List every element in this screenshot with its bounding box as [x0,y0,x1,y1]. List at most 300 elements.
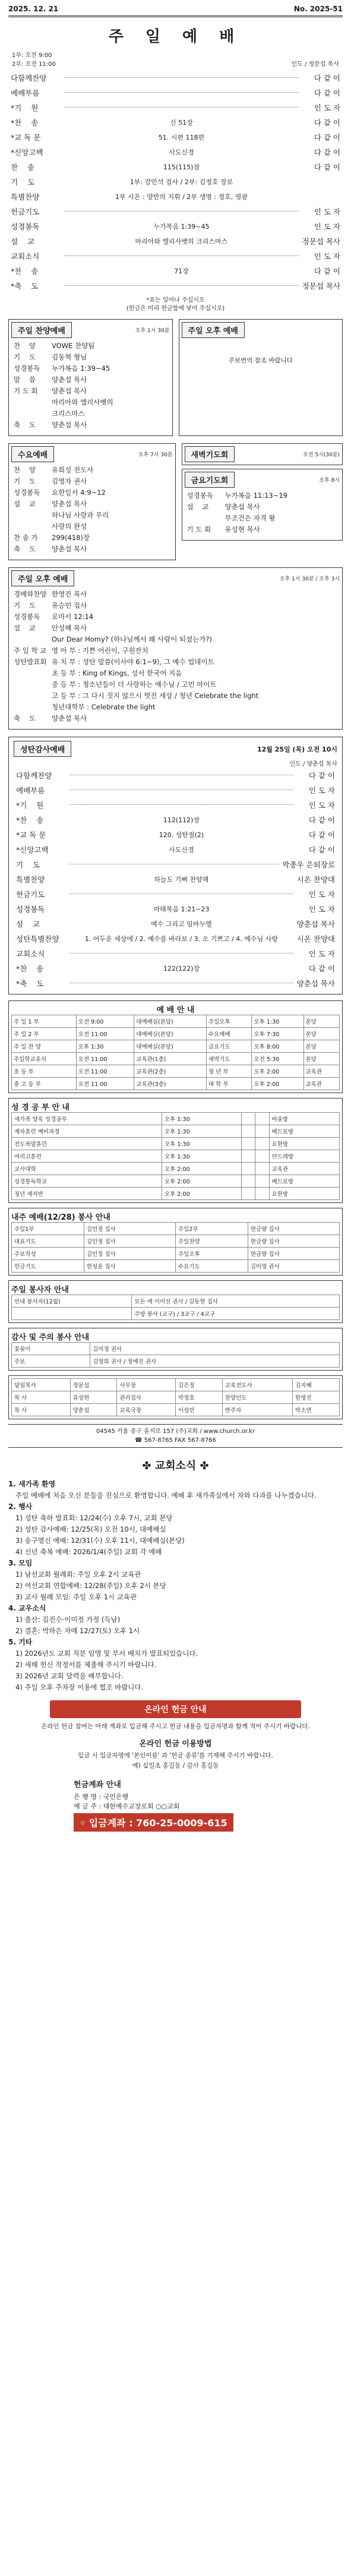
row-value: 요한일서 4:9~12 [52,488,106,497]
next-week-table [11,1222,340,1273]
order-label: *기 원 [16,800,44,810]
next-week-box [8,1208,343,1276]
christmas-order-row [14,842,337,857]
table-cell: 담임목사 [12,1379,71,1391]
table-cell: 김영희 권사 / 정예진 권사 [90,1355,340,1368]
service-time-row [12,50,339,68]
table-cell: 오후 2:00 [162,1188,241,1200]
row-label: 설 교 [186,503,209,511]
wed-row [11,465,173,476]
friday-prayer-box [182,469,343,541]
table-cell: 현금량 집사 [248,1223,339,1235]
schedule-box [8,1000,343,1093]
row-value: 하나님 사랑과 우리 [52,511,109,519]
order-label: 설 교 [11,236,35,246]
row-label [14,522,52,532]
news-item [8,1592,343,1603]
table-cell [241,1138,255,1150]
wed-row [11,544,173,555]
news-item [8,1603,343,1625]
sunday_pm-row [11,690,340,702]
row-label: 주 일 학 교 [14,646,47,655]
table-cell: 한영진 [293,1391,340,1404]
order-leader: 인 도 자 [308,904,335,914]
evening-worship-box [8,319,173,436]
news-item-body: 주일 예배에 처음 오신 분들을 진심으로 환영합니다. 예배 후 새가족실에서 차와 다과를 나누겠습니다. [15,1491,317,1499]
table-cell: 안드레방 [269,1150,339,1163]
christmas-order-row [14,812,337,827]
evening-row [11,397,170,408]
dawn-heading: 새벽기도회 [185,446,235,462]
wed-row [11,510,173,521]
row-value: 크리스마스 [52,409,85,418]
row-value: VOWE 찬양팀 [52,342,95,350]
table-cell: 전도폭발훈련 [12,1138,162,1150]
christmas-order-row [14,976,337,990]
table-cell: 주보작성 [12,1248,84,1260]
table-cell: 본당 [303,1015,340,1028]
news-item-body: 2) 결혼: 박하은 자매 12/27(토) 오후 1시 [15,1627,140,1635]
table-row [12,1343,340,1355]
table-cell [255,1125,269,1138]
wednesday-time: 오후 7시 30분 [138,452,173,458]
table-cell: 청년 제자반 [12,1188,162,1200]
row-label: 설 교 [14,500,36,508]
next-week-heading: 내주 예배(12/28) 봉사 안내 [11,1213,110,1222]
wed-row [11,521,173,532]
table-cell: 김지혜 [293,1379,340,1391]
news-list [8,1479,343,1693]
news-item-heading: 2. 행사 [8,1502,33,1511]
evening-row [11,374,170,386]
news-item [8,1501,343,1524]
worship-order-row [8,233,343,248]
table-cell [12,1308,132,1320]
table-cell: 교육관(2층) [134,1065,207,1078]
news-item [8,1558,343,1580]
order-label: 교회소식 [16,949,45,958]
table-cell [241,1163,255,1175]
order-label: *찬 송 [16,815,44,825]
order-leader: 인 도 자 [314,251,340,261]
table-cell: 김민정 집사 [84,1235,175,1248]
order-leader: 다 같 이 [308,845,335,854]
table-row [12,1188,340,1200]
table-cell: 오후 2:00 [162,1163,241,1175]
table-cell: 본당 [303,1028,340,1040]
row-label: 말 씀 [14,375,36,384]
worship-order-row [8,130,343,144]
row-label [14,691,52,701]
account-number: ◦ 입금계좌 : 760-25-0009-615 [74,1813,233,1832]
offering-guide-heading: 감사 및 주의 봉사 안내 [11,1333,90,1342]
row-value: 사랑의 완성 [52,522,87,531]
table-cell: 꽃꽂이 [12,1343,90,1355]
table-cell [255,1150,269,1163]
news-item [8,1682,343,1693]
table-cell: 주일찬양 [175,1235,248,1248]
bible-study-box [8,1098,343,1203]
order-leader: 다 같 이 [314,73,340,83]
table-cell: 베드로방 [269,1125,339,1138]
row-value: 누가복음 1:39~45 [52,364,110,372]
sunday-pm-heading: 주일 오후 예배 [11,570,74,586]
order-detail: 1부: 강민석 집사 / 2부: 김정호 장로 [129,178,233,186]
news-item [8,1659,343,1671]
table-cell: 여리고훈련 [12,1150,162,1163]
christmas-order-row [14,857,337,872]
order-label: 성경봉독 [11,222,40,231]
order-label: *신앙고백 [16,845,49,854]
row-value: 청년대학부 : Celebrate the light [52,703,156,711]
weekday-section [8,443,343,560]
table-row [12,1113,340,1125]
order-leader: 인 도 자 [308,949,335,958]
order-leader: 다 같 이 [314,132,340,142]
order-leader: 다 같 이 [308,830,335,839]
table-cell: 오후 2:00 [252,1065,303,1078]
dotted-leader [69,953,293,954]
order-leader: 양춘섭 목사 [296,919,335,929]
table-cell [241,1175,255,1188]
worship-order-row [8,219,343,233]
christmas-presider: 인도 / 양춘섭 목사 [289,761,337,768]
worship-order-row [8,85,343,100]
service-guide-table [11,1295,340,1320]
sunday_pm-row [11,713,340,724]
evening-row [11,419,170,431]
row-label: 성경봉독 [186,491,213,500]
news-item [8,1625,343,1637]
table-cell: 오전 5:30 [252,1053,303,1065]
wednesday-heading: 수요예배 [11,446,54,462]
table-cell: 김민정 집사 [84,1223,175,1235]
row-label: 성경봉독 [14,613,40,621]
order-leader: 시온 찬양대 [296,934,335,943]
order-leader: 인 도 자 [308,785,335,795]
bank-name: 은 행 명 : 국민은행 [74,1793,129,1801]
order-leader: 다 같 이 [308,964,335,973]
table-cell: 요한방 [269,1138,339,1150]
row-value: 고 등 부 : 그 다시 짓지 않으시 멋진 세상 / 청년 Celebrate the light [52,692,259,700]
order-leader: 인 도 자 [314,207,340,216]
online-offering-banner: 온라인 헌금 안내 [50,1700,301,1718]
sunday_pm-row [11,611,340,623]
sunday_pm-row [11,623,340,634]
table-row [12,1235,340,1248]
afternoon-note: 주보번역 참조 바랍니다 [228,357,293,364]
dotted-leader [64,107,299,108]
schedule-heading: 예 배 안 내 [156,1006,195,1015]
row-value: 유 치 부 : 성탄 말씀(이사야 6:1~9), 그 예수 업데이트 [52,658,214,666]
table-cell: 관리집사 [117,1391,176,1404]
table-cell [255,1188,269,1200]
news-item-body: 1) 출산: 김진수·이미정 가정 (득남) [15,1615,121,1624]
table-cell: 초 등 부 [12,1065,77,1078]
row-value: 초 등 부 : King of Kings, 성서 한국어 지음 [52,669,182,677]
offering-guide-table [11,1342,340,1368]
order-label: *신앙고백 [11,147,43,157]
row-label [14,409,52,419]
christmas-order-row [14,916,337,931]
table-cell: 오후 2:00 [252,1078,303,1090]
worship-order-row [8,144,343,159]
table-cell: 오후 7:30 [252,1028,303,1040]
table-cell: 현금량 집사 [248,1248,339,1260]
news-item [8,1524,343,1535]
sunday-pm-box [8,567,343,730]
row-value: 양춘섭 목사 [52,714,87,722]
wed-row [11,476,173,487]
table-cell: 주일1부 [12,1223,84,1235]
table-cell: 주일오후 [206,1015,252,1028]
order-label: 특별찬양 [16,875,45,884]
sunday_pm-row [11,679,340,690]
order-detail: 122(122)장 [163,964,200,973]
table-cell: 찬양인도 [222,1391,292,1404]
row-label: 축 도 [14,714,36,722]
table-cell: 주방 봉사 (교구) / 3교구 / 4교구 [132,1308,340,1320]
row-value: 양춘섭 목사 [224,503,260,511]
header-bar [8,4,343,17]
worship-order-row [8,204,343,219]
news-item [8,1671,343,1682]
table-cell: 수요기도 [175,1260,248,1273]
evening-row [11,386,170,397]
table-row [12,1260,340,1273]
table-cell: 김민정 집사 [84,1248,175,1260]
table-cell: 김미정 권사 [90,1343,340,1355]
order-leader: 시온 찬양대 [296,875,335,884]
dotted-leader [64,285,299,286]
order-leader: 박종우 은퇴장로 [282,860,335,869]
staff-table [11,1378,340,1416]
table-row [12,1015,340,1028]
christmas-time: 12월 25일 (목) 오전 10시 [257,745,337,753]
row-label [14,634,52,645]
offering-guide-box [8,1328,343,1371]
order-label: 예배부름 [16,785,45,795]
row-label: 기 도 회 [186,525,211,533]
sunday_pm-row [11,634,340,645]
table-cell: 이성민 [176,1404,223,1416]
evening-row [11,408,170,419]
row-label: 설 교 [14,624,36,632]
row-value: 유승민 집사 [52,601,87,610]
table-row [12,1223,340,1235]
table-cell: 오전 9:00 [76,1015,134,1028]
order-leader: 다 같 이 [314,147,340,157]
row-label: 축 도 [14,545,36,553]
sunday-afternoon-section [8,319,343,436]
order-leader: 양춘섭 목사 [296,978,335,988]
order-detail: 마리아와 엘리사벳의 크리스마스 [135,237,228,245]
evening-worship-heading: 주일 찬양예배 [11,322,72,338]
dawn-prayer-box [182,443,343,465]
table-cell: 오후 1:30 [252,1015,303,1028]
order-detail: 사도신경 [169,845,194,854]
online-offering-text: 온라인 헌금 참여는 아래 계좌로 입금해 주시고 헌금 내용을 입금자명과 함께 적어 주시기 바랍니다. [41,1723,310,1730]
table-cell: 주일오후 [175,1248,248,1260]
evening-row [11,363,170,374]
news-item-body: 4) 신년 축복 예배: 2026/1/4(주일) 교회 각 예배 [15,1548,162,1556]
christmas-order-row [14,946,337,961]
order-note-line: *표는 일어나 주십시오 [146,297,205,304]
table-row [12,1138,340,1150]
order-detail: 51. 시편 118편 [158,133,205,141]
sunday-pm-time: 오후 1시 30분 / 오후 3시 [279,576,340,582]
table-cell: 오전 11:00 [76,1078,134,1090]
news-item-body: 2) 성탄 감사예배: 12/25(목) 오전 10시, 대예배실 [15,1525,166,1533]
order-label: 헌금기도 [16,889,45,899]
table-cell: 대 학 부 [206,1078,252,1090]
table-cell: 현성윤 집사 [84,1260,175,1273]
news-item [8,1479,343,1501]
table-cell: 금요기도 [206,1040,252,1053]
friday-heading: 금요기도회 [185,472,235,488]
table-cell: 수요예배 [206,1028,252,1040]
table-cell: 오전 11:00 [76,1065,134,1078]
row-value: 한영진 목사 [52,590,87,598]
table-row [12,1125,340,1138]
sunday_pm-row [11,656,340,668]
order-leader: 다 같 이 [314,118,340,127]
order-label: *축 도 [11,281,39,291]
row-value: 양춘섭 목사 [52,421,87,429]
worship-order-row [8,248,343,263]
table-row [12,1150,340,1163]
order-detail: 예수 그리고 임마누엘 [151,920,212,928]
wed-row [11,487,173,498]
order-label: *찬 송 [16,964,44,973]
table-row [12,1379,340,1391]
order-label: 교회소식 [11,251,40,261]
order-label: *찬 송 [11,118,39,127]
order-label: 특별찬양 [11,192,40,201]
order-label: *기 원 [11,103,39,112]
fri-row [185,501,340,513]
table-cell: 주일학교유치 [12,1053,77,1065]
news-item-body: 1) 남선교회 월례회: 주일 오후 2시 교육관 [15,1570,141,1579]
fri-row [185,490,340,501]
order-label: 다함께찬양 [11,73,47,83]
christmas-order-row [14,961,337,976]
worship-order-row [8,174,343,189]
order-detail: 사도신경 [169,148,194,156]
table-cell [255,1163,269,1175]
row-value: 양춘섭 목사 [52,387,87,395]
dawn-fri-column [182,443,343,560]
worship-order-row [8,159,343,174]
table-cell: 사무장 [117,1379,176,1391]
row-value: 양춘섭 목사 [52,375,87,384]
order-note [8,296,343,313]
table-cell: 박소연 [293,1404,340,1416]
table-cell: 교육전도사 [222,1379,292,1391]
christmas-order-row [14,872,337,886]
worship-order-row [8,189,343,204]
christmas-order-row [14,886,337,901]
sunday_pm-row [11,589,340,600]
news-item-heading: 4. 교우소식 [8,1604,46,1612]
row-label: 성탄발표회 [14,658,47,666]
page-title: 주 일 예 배 [108,28,243,46]
row-label: 찬 송 가 [14,533,38,542]
table-row [12,1295,340,1308]
news-item-body: 2) 여선교회 연합예배: 12/28(주일) 오후 2시 본당 [15,1581,166,1590]
news-item [8,1580,343,1592]
order-leader: 인 도 자 [314,103,340,112]
row-label: 기 도 [14,477,36,485]
evening-row [11,352,170,363]
row-label [14,680,52,690]
row-label: 축 도 [14,421,36,429]
sunday_pm-row [11,702,340,713]
table-cell: 양춘섭 [70,1404,117,1416]
order-label: 다함께찬양 [16,771,52,780]
news-item [8,1546,343,1558]
dawn-time: 오전 5시(30분) [303,452,340,458]
table-cell: 오후 1:30 [76,1040,134,1053]
account-holder: 예 금 주 : 대한예수교장로회 ○○교회 [74,1802,180,1810]
order-detail: 1. 어두운 세상에 / 2. 예수를 바라보 / 3. 오 기쁘고 / 4. 예수님 사랑 [84,935,278,943]
news-item-body: 2) 새해 헌신 작정서를 제출해 주시기 바랍니다. [15,1660,157,1669]
fri-row [185,524,340,535]
table-cell: 중 고 등 부 [12,1078,77,1090]
news-item-heading: 5. 기타 [8,1638,33,1646]
table-cell: 주일2부 [175,1223,248,1235]
table-row [12,1308,340,1320]
news-item-body: 3) 교사 월례 모임: 주일 오후 1시 교육관 [15,1593,137,1601]
sunday_pm-row [11,600,340,611]
row-value: 김동혁 형님 [52,353,87,361]
bible-study-heading: 성 경 공 부 안 내 [11,1103,69,1112]
order-label: 성탄특별찬양 [16,934,59,943]
online-offering-example: 예) 십일조 홍길동 / 감사 홍길동 [132,1762,219,1769]
worship-order-row [8,263,343,278]
table-cell: 정문섭 [70,1379,117,1391]
order-label: 기 도 [11,177,35,187]
table-cell: 새가족 양육 성경공부 [12,1113,162,1125]
row-value: 누가복음 11:13~19 [224,491,288,500]
order-leader: 다 같 이 [308,815,335,825]
row-label: 기 도 [14,601,36,610]
order-leader: 인 도 자 [308,889,335,899]
table-row [12,1248,340,1260]
row-label: 성경봉독 [14,488,40,497]
table-cell: 교육관 [303,1078,340,1090]
table-cell: 교사대학 [12,1163,162,1175]
row-label [14,397,52,408]
service-time-1: 1부: 오전 9:00 [12,52,52,59]
table-cell: 성경통독학교 [12,1175,162,1188]
order-leader: 다 같 이 [308,771,335,780]
row-value: 양춘섭 목사 [52,500,87,508]
table-cell: 대예배실(본당) [134,1040,207,1053]
table-cell: 모든 에 이미선 권사 / 김동현 집사 [132,1295,340,1308]
evening-worship-time: 오후 1시 30분 [135,328,170,334]
row-label [14,510,52,520]
contact-address: 04545 서울 중구 을지로 157 (주)교회 / www.church.or.kr [96,1428,255,1435]
table-cell [241,1113,255,1125]
table-cell: 본당 [303,1053,340,1065]
bible-study-table [11,1112,340,1200]
worship-order-row [8,278,343,293]
service-guide-heading: 주일 봉사자 안내 [11,1286,69,1295]
row-label [187,513,225,523]
order-label: *교 독 문 [11,132,41,142]
christmas-order-row [14,768,337,782]
